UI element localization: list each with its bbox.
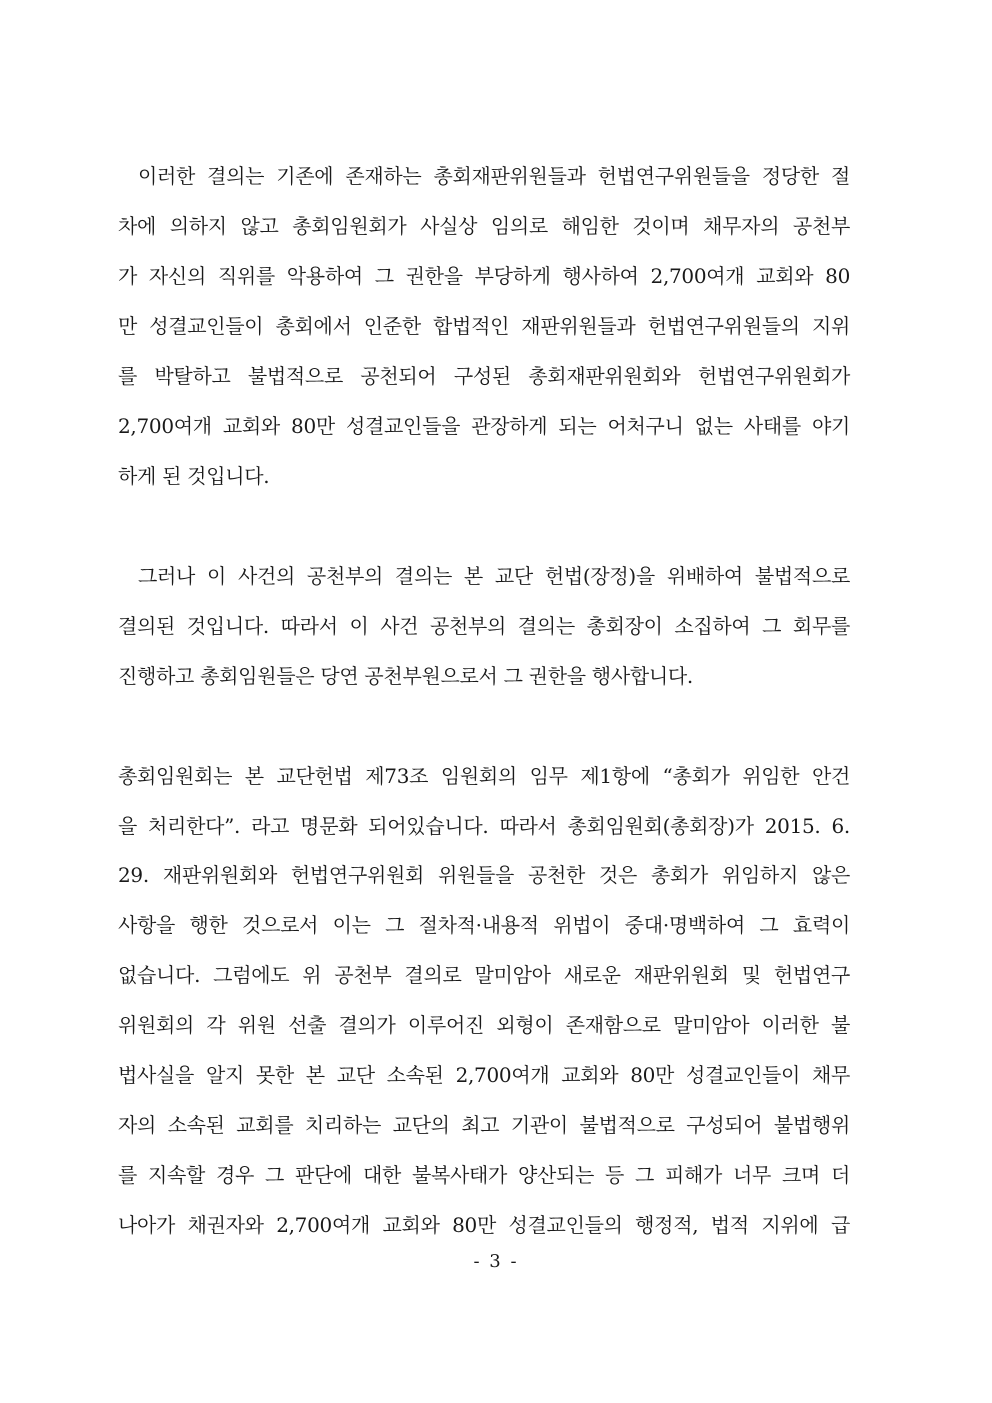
paragraph-3-line-2: 을 처리한다”. 라고 명문화 되어있습니다. 따라서 총회임원회(총회장)가 2015. 6. (118, 814, 850, 838)
paragraph-1-line-3: 가 자신의 직위를 악용하여 그 권한을 부당하게 행사하여 2,700여개 교회와 80 (118, 264, 850, 288)
paragraph-2-line-1: 그러나 이 사건의 공천부의 결의는 본 교단 헌법(장정)을 위배하여 불법적으로 (138, 564, 850, 588)
paragraph-1-line-4: 만 성결교인들이 총회에서 인준한 합법적인 재판위원들과 헌법연구위원들의 지위 (118, 314, 850, 338)
paragraph-1-line-2: 차에 의하지 않고 총회임원회가 사실상 임의로 해임한 것이며 채무자의 공천부 (118, 214, 850, 238)
paragraph-1-line-6: 2,700여개 교회와 80만 성결교인들을 관장하게 되는 어처구니 없는 사태를 야기 (118, 414, 850, 438)
paragraph-3-line-3: 29. 재판위원회와 헌법연구위원회 위원들을 공천한 것은 총회가 위임하지 않은 (118, 863, 850, 887)
paragraph-3-line-7: 법사실을 알지 못한 본 교단 소속된 2,700여개 교회와 80만 성결교인들이 채무 (118, 1063, 850, 1087)
paragraph-3-line-5: 없습니다. 그럼에도 위 공천부 결의로 말미암아 새로운 재판위원회 및 헌법연구 (118, 963, 850, 987)
paragraph-2-line-2: 결의된 것입니다. 따라서 이 사건 공천부의 결의는 총회장이 소집하여 그 회무를 (118, 614, 850, 638)
paragraph-1-line-7: 하게 된 것입니다. (118, 464, 270, 488)
paragraph-2-line-3: 진행하고 총회임원들은 당연 공천부원으로서 그 권한을 행사합니다. (118, 664, 693, 688)
paragraph-1-line-5: 를 박탈하고 불법적으로 공천되어 구성된 총회재판위원회와 헌법연구위원회가 (118, 364, 850, 388)
paragraph-3-line-4: 사항을 행한 것으로서 이는 그 절차적·내용적 위법이 중대·명백하여 그 효력이 (118, 913, 850, 937)
paragraph-3-line-10: 나아가 채권자와 2,700여개 교회와 80만 성결교인들의 행정적, 법적 지위에 급 (118, 1213, 850, 1237)
paragraph-3-line-8: 자의 소속된 교회를 치리하는 교단의 최고 기관이 불법적으로 구성되어 불법행위 (118, 1113, 850, 1137)
paragraph-3-line-6: 위원회의 각 위원 선출 결의가 이루어진 외형이 존재함으로 말미암아 이러한 불 (118, 1013, 850, 1037)
page-number: - 3 - (473, 1251, 519, 1272)
paragraph-3-line-9: 를 지속할 경우 그 판단에 대한 불복사태가 양산되는 등 그 피해가 너무 크며 더 (118, 1163, 850, 1187)
paragraph-1-line-1: 이러한 결의는 기존에 존재하는 총회재판위원들과 헌법연구위원들을 정당한 절 (138, 164, 850, 188)
paragraph-3-line-1: 총회임원회는 본 교단헌법 제73조 임원회의 임무 제1항에 “총회가 위임한 안건 (118, 764, 850, 788)
